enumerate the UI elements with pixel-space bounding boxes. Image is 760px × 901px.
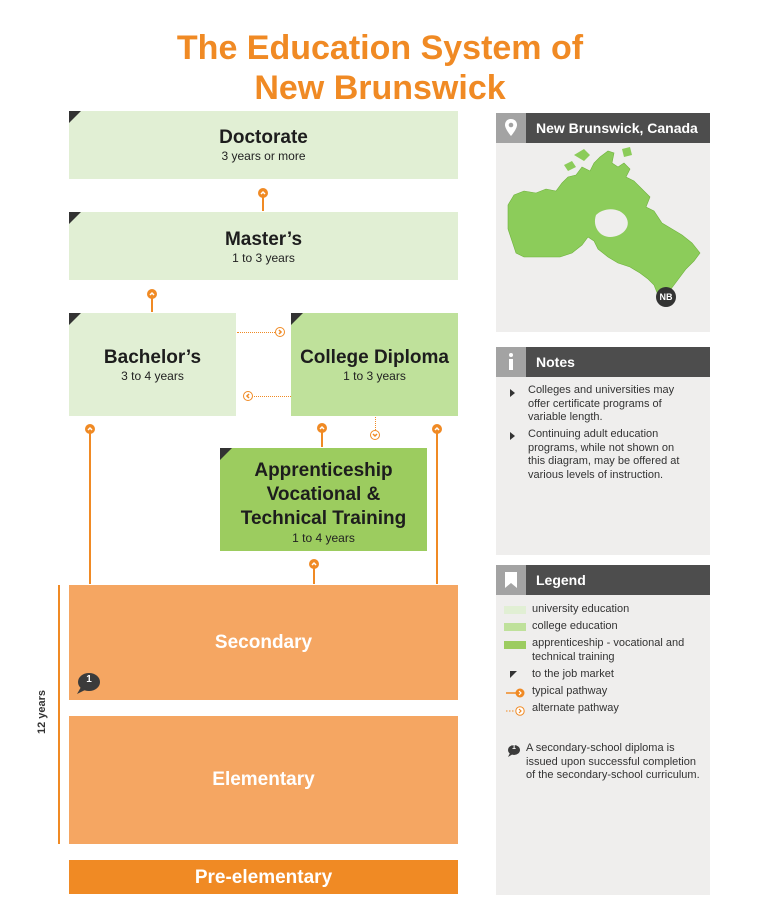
bullet-icon xyxy=(510,432,515,440)
connector-secondary-apprenticeship xyxy=(313,567,315,584)
location-panel-header xyxy=(496,113,710,143)
legend-heading: Legend xyxy=(536,572,586,588)
job-market-corner-icon xyxy=(69,313,81,325)
typical-pathway-icon xyxy=(504,685,526,695)
notes-heading: Notes xyxy=(536,354,575,370)
legend-item-label: college education xyxy=(532,620,618,632)
twelve-years-bracket xyxy=(58,585,60,844)
legend-footnote-text: A secondary-school diploma is issued upon successful completion of the secondary-school curriculum. xyxy=(526,742,700,781)
apprenticeship-box xyxy=(220,448,427,551)
job-market-corner-icon xyxy=(510,671,517,678)
connector-secondary-college xyxy=(436,432,438,584)
bookmark-icon xyxy=(496,565,526,595)
pathway-up-arrow-icon xyxy=(147,289,157,299)
pathway-up-arrow-icon xyxy=(258,188,268,198)
job-market-corner-icon xyxy=(69,212,81,224)
title-line-1: The Education System of xyxy=(176,29,584,67)
job-market-corner-icon xyxy=(220,448,232,460)
twelve-years-label: 12 years xyxy=(36,689,48,735)
secondary-box xyxy=(69,585,458,700)
note-item: Colleges and universities may offer certificate programs of variable length. xyxy=(528,384,675,423)
legend-panel xyxy=(496,565,710,895)
job-market-corner-icon xyxy=(291,313,303,325)
college-swatch xyxy=(504,623,526,631)
apprenticeship-name-line-2: Vocational & xyxy=(266,484,381,505)
footnote-number: 1 xyxy=(86,674,92,685)
notes-panel-header xyxy=(496,347,710,377)
elementary-box xyxy=(69,716,458,844)
info-icon xyxy=(496,347,526,377)
doctorate-box xyxy=(69,111,458,179)
alternate-pathway-left-arrow-icon xyxy=(243,391,253,401)
doctorate-name: Doctorate xyxy=(219,127,308,148)
pre-elementary-box xyxy=(69,860,458,894)
province-marker xyxy=(656,287,676,307)
apprenticeship-name-line-3: Technical Training xyxy=(240,508,407,529)
legend-footnote-number: 1 xyxy=(512,744,516,751)
legend-item-label: to the job market xyxy=(532,668,614,680)
masters-name: Master’s xyxy=(224,229,303,250)
connector-apprenticeship-college xyxy=(321,432,323,447)
bullet-icon xyxy=(510,389,515,397)
province-marker-label: NB xyxy=(659,292,673,302)
bachelors-duration: 3 to 4 years xyxy=(121,369,184,383)
pathway-up-arrow-icon xyxy=(317,423,327,433)
apprenticeship-duration: 1 to 4 years xyxy=(292,531,355,545)
university-swatch xyxy=(504,606,526,614)
alternate-pathway-line xyxy=(254,396,291,397)
note-item: Continuing adult education programs, while not shown on this diagram, may be offered at various levels of instruction. xyxy=(528,428,680,481)
footnote-speech-bubble-icon xyxy=(75,673,101,695)
notes-panel xyxy=(496,347,710,555)
legend-item-label: university education xyxy=(532,603,630,615)
pre-elementary-name: Pre-elementary xyxy=(194,867,333,888)
college-diploma-box xyxy=(291,313,458,416)
job-market-corner-icon xyxy=(69,111,81,123)
legend-panel-header xyxy=(496,565,710,595)
masters-duration: 1 to 3 years xyxy=(232,251,295,265)
bachelors-name: Bachelor’s xyxy=(103,347,202,368)
pathway-up-arrow-icon xyxy=(85,424,95,434)
canada-map xyxy=(504,145,704,325)
alternate-pathway-down-arrow-icon xyxy=(370,430,380,440)
alternate-pathway-icon xyxy=(504,703,526,713)
title-line-2: New Brunswick xyxy=(254,69,506,107)
doctorate-duration: 3 years or more xyxy=(221,149,306,163)
alternate-pathway-line xyxy=(237,332,277,333)
secondary-name: Secondary xyxy=(214,632,313,653)
connector-secondary-bachelors xyxy=(89,432,91,584)
masters-box xyxy=(69,212,458,280)
legend-item-label: alternate pathway xyxy=(532,702,619,714)
location-heading: New Brunswick, Canada xyxy=(536,120,698,136)
apprenticeship-name-line-1: Apprenticeship xyxy=(254,460,393,481)
pathway-up-arrow-icon xyxy=(309,559,319,569)
legend-item-label: apprenticeship - vocational and technical training xyxy=(532,637,685,663)
elementary-name: Elementary xyxy=(212,769,315,790)
bachelors-box xyxy=(69,313,236,416)
college-name: College Diploma xyxy=(300,347,449,368)
alternate-pathway-line xyxy=(375,417,376,430)
apprenticeship-swatch xyxy=(504,641,526,649)
location-panel xyxy=(496,113,710,332)
map-pin-icon xyxy=(496,113,526,143)
footnote-speech-bubble-icon xyxy=(506,744,520,756)
legend-item-label: typical pathway xyxy=(532,685,608,697)
alternate-pathway-right-arrow-icon xyxy=(275,327,285,337)
page-title xyxy=(0,28,760,108)
college-duration: 1 to 3 years xyxy=(343,369,406,383)
pathway-up-arrow-icon xyxy=(432,424,442,434)
